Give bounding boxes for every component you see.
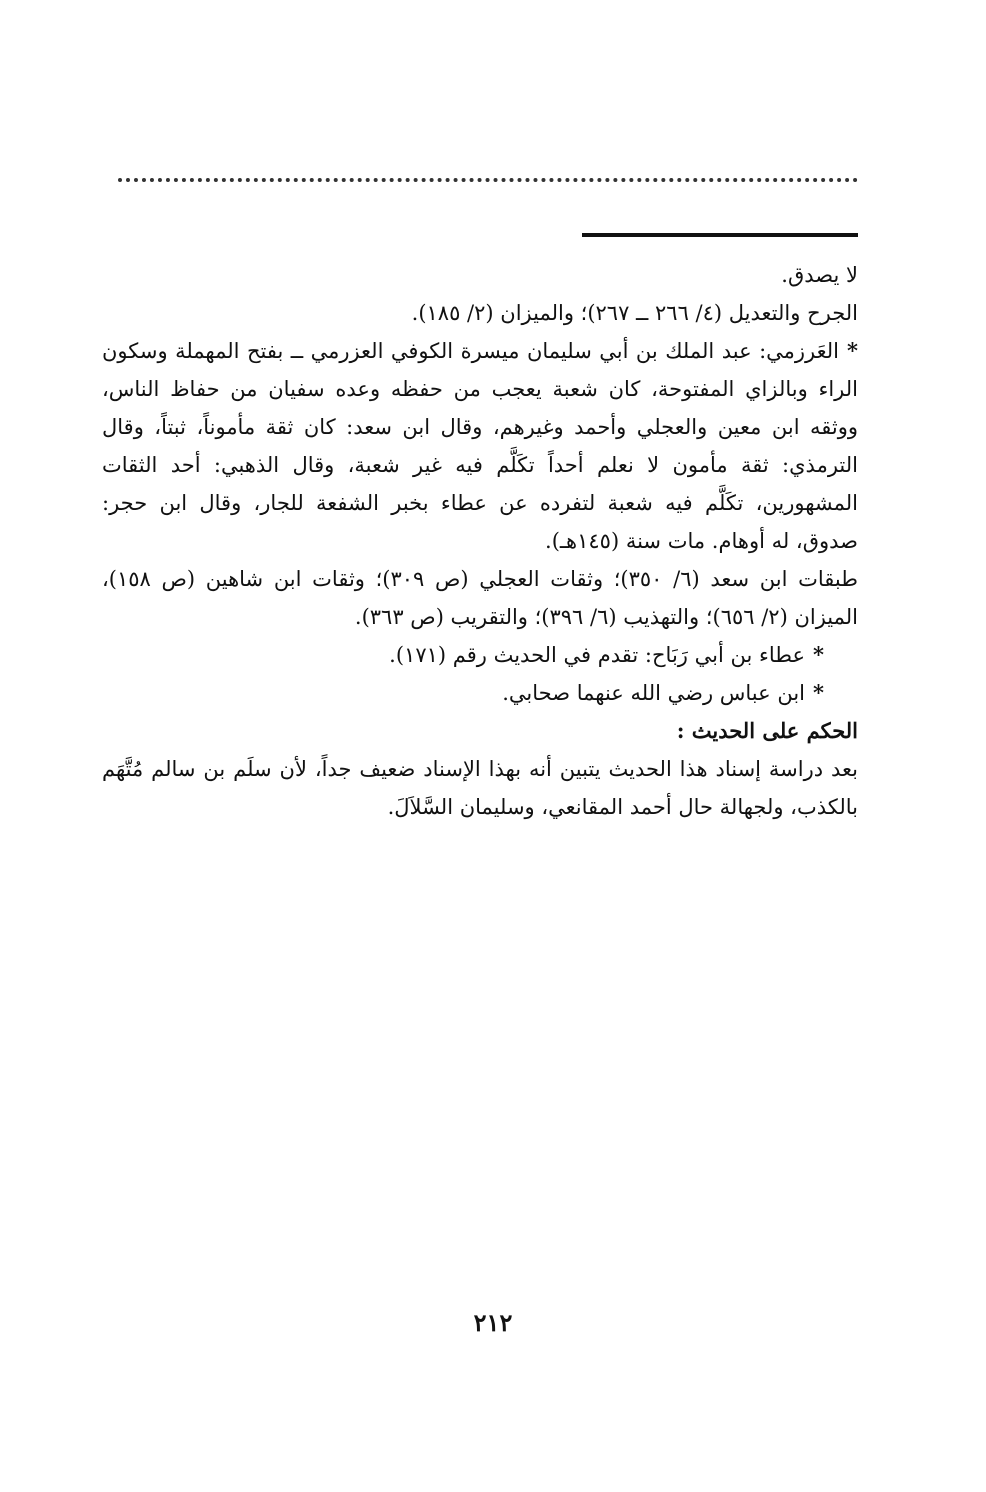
bullet-icon: *: [813, 642, 824, 667]
reference-line: الجرح والتعديل (٤/ ٢٦٦ ــ ٢٦٧)؛ والميزان (٢/ ١٨٥).: [411, 301, 858, 325]
bullet-icon: *: [847, 338, 858, 363]
footnote-rule: [582, 233, 858, 237]
narrator-entry-ibn-abbas: [102, 674, 858, 712]
reference-paragraph: طبقات ابن سعد (٦/ ٣٥٠)؛ وثقات العجلي (ص ٣٠٩)؛ وثقات ابن شاهين (ص ١٥٨)، الميزان (٢/ ٦٥٦)؛ والتهذيب (٦/ ٣٩٦)؛ والتقريب (ص ٣٦٣).: [102, 567, 858, 629]
narrator-entry-text: ابن عباس رضي الله عنهما صحابي.: [502, 681, 806, 705]
ruling-paragraph: بعد دراسة إسناد هذا الحديث يتبين أنه بهذا الإسناد ضعيف جداً، لأن سلَم بن سالم مُتَّهَم بالكذب، ولجهالة حال أحمد المقانعي، وسليمان السَّلاَلَ.: [102, 757, 858, 819]
page-number: ٢١٢: [473, 1308, 513, 1337]
footnote-line: لا يصدق.: [781, 263, 858, 287]
narrator-entry-ata: [102, 636, 858, 674]
narrator-entry-text: العَرزمي: عبد الملك بن أبي سليمان ميسرة الكوفي العزرمي ــ بفتح المهملة وسكون الراء وبالزاي المفتوحة، كان شعبة يعجب من حفظه وعده سفيان من حفاظ الناس، ووثقه ابن معين والعجلي وأحمد وغيرهم، وقال ابن سعد: كان ثقة مأموناً، ثبتاً، وقال الترمذي: ثقة مأمون لا نعلم أحداً تكَلَّم فيه غير شعبة، وقال الذهبي: أحد الثقات المشهورين، تكَلَّم فيه شعبة لتفرده عن عطاء بخبر الشفعة للجار، وقال ابن حجر: صدوق، له أوهام. مات سنة (١٤٥هـ).: [102, 339, 858, 553]
narrator-entry-azrami: [102, 332, 858, 560]
bullet-icon: *: [813, 680, 824, 705]
footnote-text: [102, 256, 858, 826]
narrator-entry-text: عطاء بن أبي رَبَاح: تقدم في الحديث رقم (١٧١).: [389, 643, 806, 667]
dotted-separator: [118, 178, 858, 182]
section-heading: الحكم على الحديث :: [676, 718, 858, 743]
